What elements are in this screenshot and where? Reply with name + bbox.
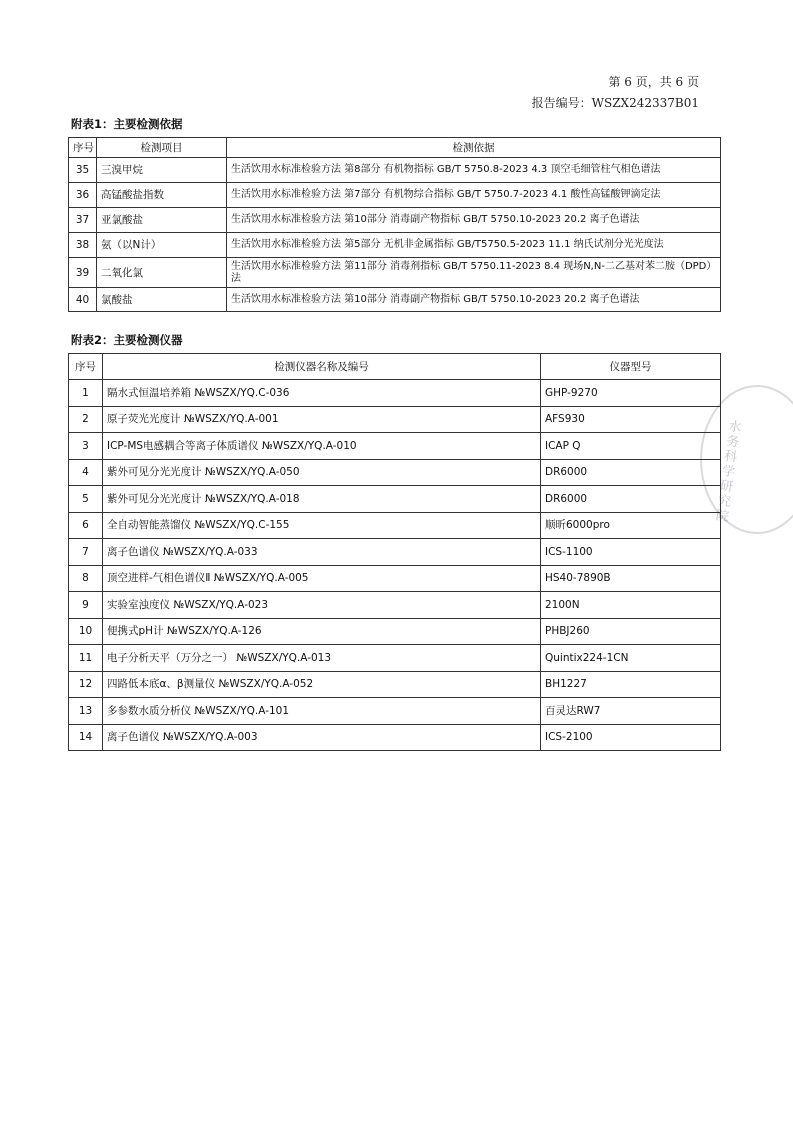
table-row: [69, 183, 721, 208]
table2-title: 附表2：主要检测仪器: [71, 333, 183, 347]
row-model: ICAP Q: [541, 433, 721, 460]
row-basis: 生活饮用水标准检验方法 第8部分 有机物指标 GB/T 5750.8-2023 4.3 顶空毛细管柱气相色谱法: [227, 158, 721, 183]
table-row: [69, 288, 721, 312]
row-no: 9: [69, 592, 103, 619]
row-model: 顺昕6000pro: [541, 512, 721, 539]
row-no: 10: [69, 618, 103, 645]
table-row: [69, 565, 721, 592]
row-name: 实验室浊度仪 №WSZX/YQ.A-023: [103, 592, 541, 619]
report-number: 报告编号：WSZX242337B01: [531, 96, 699, 110]
row-item: 三溴甲烷: [97, 158, 227, 183]
row-no: 38: [69, 233, 97, 258]
table-row: [69, 158, 721, 183]
col-header-item: 检测项目: [97, 138, 227, 158]
row-model: BH1227: [541, 671, 721, 698]
row-no: 4: [69, 459, 103, 486]
row-basis: 生活饮用水标准检验方法 第5部分 无机非金属指标 GB/T5750.5-2023 11.1 纳氏试剂分光光度法: [227, 233, 721, 258]
standards-table: [68, 137, 721, 312]
row-model: 2100N: [541, 592, 721, 619]
row-name: 隔水式恒温培养箱 №WSZX/YQ.C-036: [103, 380, 541, 407]
row-name: 全自动智能蒸馏仪 №WSZX/YQ.C-155: [103, 512, 541, 539]
row-item: 氨（以N计）: [97, 233, 227, 258]
row-no: 40: [69, 288, 97, 312]
table-row: [69, 671, 721, 698]
row-no: 37: [69, 208, 97, 233]
row-name: 离子色谱仪 №WSZX/YQ.A-003: [103, 724, 541, 751]
row-name: 紫外可见分光光度计 №WSZX/YQ.A-018: [103, 486, 541, 513]
row-no: 7: [69, 539, 103, 566]
table-row: [69, 208, 721, 233]
table-row: [69, 486, 721, 513]
col-header-basis: 检测依据: [227, 138, 721, 158]
col-header-model: 仪器型号: [541, 354, 721, 380]
row-model: ICS-1100: [541, 539, 721, 566]
instruments-table: [68, 353, 721, 751]
table-row: [69, 233, 721, 258]
row-no: 39: [69, 258, 97, 288]
table-row: [69, 406, 721, 433]
table-row: [69, 258, 721, 288]
row-item: 亚氯酸盐: [97, 208, 227, 233]
seal-stamp-text: 水务科学研究院: [714, 419, 743, 525]
row-model: AFS930: [541, 406, 721, 433]
row-name: 紫外可见分光光度计 №WSZX/YQ.A-050: [103, 459, 541, 486]
row-no: 12: [69, 671, 103, 698]
table-row: [69, 512, 721, 539]
table-row: [69, 724, 721, 751]
row-no: 6: [69, 512, 103, 539]
page-info: 第 6 页，共 6 页: [608, 75, 699, 89]
row-model: DR6000: [541, 486, 721, 513]
row-no: 3: [69, 433, 103, 460]
row-no: 11: [69, 645, 103, 672]
table-row: [69, 645, 721, 672]
row-name: 便携式pH计 №WSZX/YQ.A-126: [103, 618, 541, 645]
row-basis: 生活饮用水标准检验方法 第10部分 消毒副产物指标 GB/T 5750.10-2023 20.2 离子色谱法: [227, 208, 721, 233]
col-header-name: 检测仪器名称及编号: [103, 354, 541, 380]
table-row: [69, 592, 721, 619]
row-model: GHP-9270: [541, 380, 721, 407]
row-no: 1: [69, 380, 103, 407]
table-row: [69, 380, 721, 407]
row-basis: 生活饮用水标准检验方法 第11部分 消毒剂指标 GB/T 5750.11-2023 8.4 现场N,N-二乙基对苯二胺（DPD）法: [227, 258, 721, 288]
row-model: PHBJ260: [541, 618, 721, 645]
table-row: [69, 433, 721, 460]
row-model: ICS-2100: [541, 724, 721, 751]
row-name: 电子分析天平（万分之一） №WSZX/YQ.A-013: [103, 645, 541, 672]
row-basis: 生活饮用水标准检验方法 第7部分 有机物综合指标 GB/T 5750.7-2023 4.1 酸性高锰酸钾滴定法: [227, 183, 721, 208]
row-item: 高锰酸盐指数: [97, 183, 227, 208]
row-no: 14: [69, 724, 103, 751]
row-name: 四路低本底α、β测量仪 №WSZX/YQ.A-052: [103, 671, 541, 698]
col-header-no: 序号: [69, 138, 97, 158]
row-item: 二氧化氯: [97, 258, 227, 288]
table-row: [69, 539, 721, 566]
row-name: 顶空进样-气相色谱仪Ⅱ №WSZX/YQ.A-005: [103, 565, 541, 592]
row-no: 2: [69, 406, 103, 433]
table-row: [69, 459, 721, 486]
table1-title: 附表1：主要检测依据: [71, 117, 183, 131]
row-no: 8: [69, 565, 103, 592]
row-item: 氯酸盐: [97, 288, 227, 312]
row-no: 36: [69, 183, 97, 208]
table-row: [69, 698, 721, 725]
table-header-row: [69, 138, 721, 158]
row-name: ICP-MS电感耦合等离子体质谱仪 №WSZX/YQ.A-010: [103, 433, 541, 460]
table-header-row: [69, 354, 721, 380]
row-basis: 生活饮用水标准检验方法 第10部分 消毒副产物指标 GB/T 5750.10-2023 20.2 离子色谱法: [227, 288, 721, 312]
row-model: HS40-7890B: [541, 565, 721, 592]
row-name: 离子色谱仪 №WSZX/YQ.A-033: [103, 539, 541, 566]
col-header-no: 序号: [69, 354, 103, 380]
table-row: [69, 618, 721, 645]
row-name: 多参数水质分析仪 №WSZX/YQ.A-101: [103, 698, 541, 725]
row-model: 百灵达RW7: [541, 698, 721, 725]
row-model: DR6000: [541, 459, 721, 486]
row-model: Quintix224-1CN: [541, 645, 721, 672]
row-no: 35: [69, 158, 97, 183]
row-no: 5: [69, 486, 103, 513]
row-name: 原子荧光光度计 №WSZX/YQ.A-001: [103, 406, 541, 433]
row-no: 13: [69, 698, 103, 725]
